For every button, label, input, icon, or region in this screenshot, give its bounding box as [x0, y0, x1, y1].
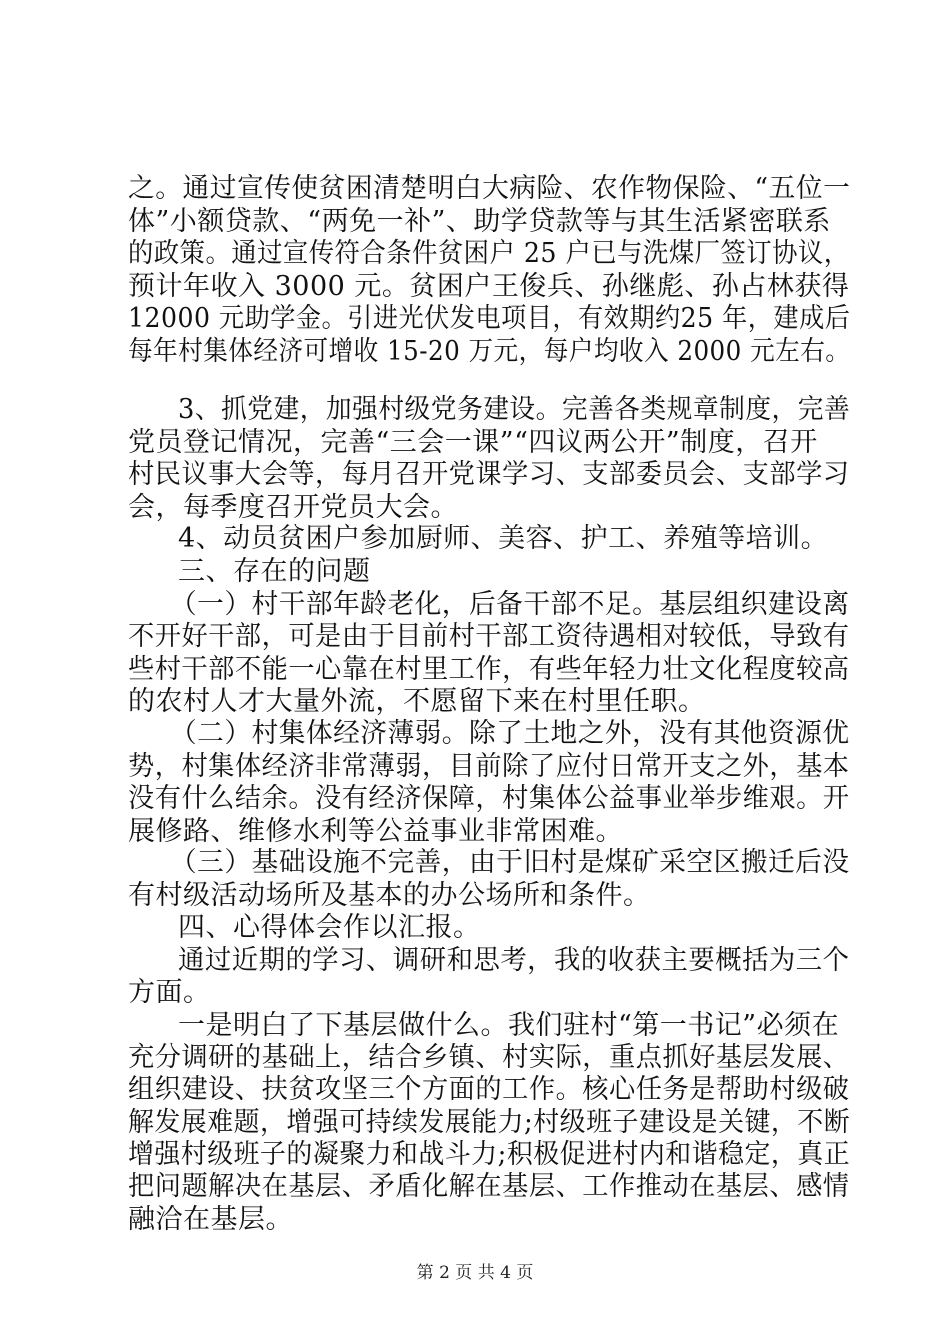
- text-line: 会，每季度召开党员大会。: [128, 492, 458, 523]
- text-line: 一是明白了下基层做什么。我们驻村“第一书记”必须在: [178, 1010, 840, 1041]
- text-line: 12000 元助学金。引进光伏发电项目，有效期约25 年，建成后: [128, 303, 851, 334]
- text-line: 3、抓党建，加强村级党务建设。完善各类规章制度，完善: [178, 394, 851, 425]
- text-line: 增强村级班子的凝聚力和战斗力;积极促进村内和谐稳定，真正: [128, 1139, 851, 1170]
- section-heading: 三、存在的问题: [178, 556, 371, 587]
- text-line: 党员登记情况，完善“三会一课”“四议两公开”制度，召开: [128, 427, 818, 458]
- page-number-footer: 第 2 页 共 4 页: [416, 1263, 534, 1283]
- text-line: 每年村集体经济可增收 15-20 万元，每户均收入 2000 元左右。: [128, 336, 851, 367]
- text-line: 解发展难题，增强可持续发展能力;村级班子建设是关键，不断: [128, 1107, 851, 1138]
- text-line: 融洽在基层。: [128, 1204, 293, 1235]
- text-line: 把问题解决在基层、矛盾化解在基层、工作推动在基层、感情: [128, 1171, 850, 1202]
- text-line: 方面。: [128, 977, 211, 1008]
- text-line: 些村干部不能一心靠在村里工作，有些年轻力壮文化程度较高: [128, 654, 850, 685]
- text-line: 预计年收入 3000 元。贫困户王俊兵、孙继彪、孙占林获得: [128, 271, 850, 302]
- text-line: 的政策。通过宣传符合条件贫困户 25 户已与洗煤厂签订协议，: [128, 238, 850, 269]
- text-line: 有村级活动场所及基本的办公场所和条件。: [128, 880, 651, 911]
- text-line: （一）村干部年龄老化，后备干部不足。基层组织建设离: [170, 589, 850, 620]
- text-line: 村民议事大会等，每月召开党课学习、支部委员会、支部学习: [128, 459, 850, 490]
- text-line: 势，村集体经济非常薄弱，目前除了应付日常开支之外，基本: [128, 751, 850, 782]
- text-line: 4、动员贫困户参加厨师、美容、护工、养殖等培训。: [178, 523, 829, 554]
- text-line: 组织建设、扶贫攻坚三个方面的工作。核心任务是帮助村级破: [128, 1074, 850, 1105]
- text-line: 的农村人才大量外流，不愿留下来在村里任职。: [128, 686, 706, 717]
- text-line: 之。通过宣传使贫困清楚明白大病险、农作物保险、“五位一: [128, 173, 851, 204]
- text-line: 不开好干部，可是由于目前村干部工资待遇相对较低，导致有: [128, 621, 850, 652]
- text-line: 展修路、维修水利等公益事业非常困难。: [128, 816, 623, 847]
- text-line: 充分调研的基础上，结合乡镇、村实际，重点抓好基层发展、: [128, 1042, 850, 1073]
- text-line: 体”小额贷款、“两免一补”、助学贷款等与其生活紧密联系: [128, 206, 831, 237]
- text-line: （二）村集体经济薄弱。除了土地之外，没有其他资源优: [170, 718, 850, 749]
- section-heading: 四、心得体会作以汇报。: [178, 912, 481, 943]
- text-line: 没有什么结余。没有经济保障，村集体公益事业举步维艰。开: [128, 783, 850, 814]
- text-line: 通过近期的学习、调研和思考，我的收获主要概括为三个: [178, 945, 850, 976]
- text-line: （三）基础设施不完善，由于旧村是煤矿采空区搬迁后没: [170, 847, 850, 878]
